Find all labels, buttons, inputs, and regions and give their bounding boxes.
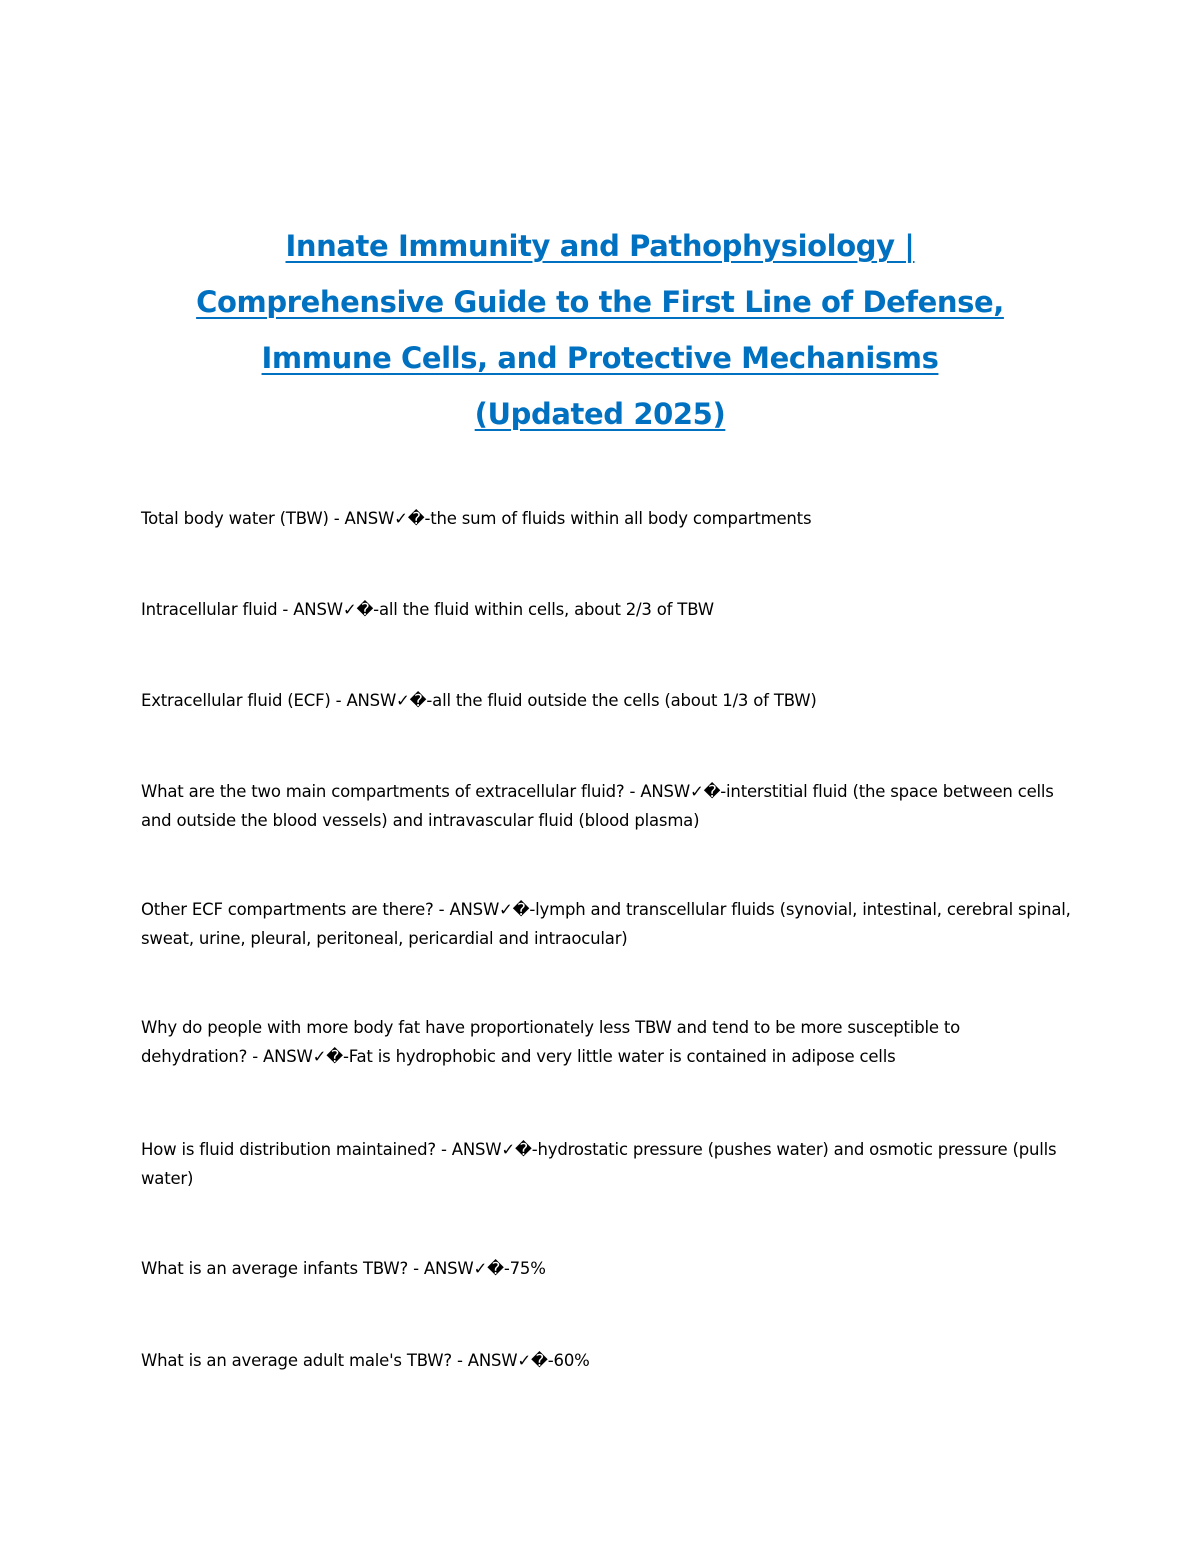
qa-question: Intracellular fluid -: [141, 600, 294, 619]
qa-answer: interstitial fluid (the space between cells and outside the blood vessels) and intravascular fluid (blood plasma): [141, 782, 1054, 830]
qa-answer: 75%: [509, 1259, 546, 1278]
qa-answer: the sum of fluids within all body compartments: [430, 509, 812, 528]
title-line: Comprehensive Guide to the First Line of Defense,: [196, 285, 1004, 319]
qa-answer-marker: ANSW✓�-: [263, 1047, 349, 1066]
qa-item: [141, 1135, 1071, 1193]
qa-answer: lymph and transcellular fluids (synovial, intestinal, cerebral spinal, sweat, urine, pleural, peritoneal, pericardial and intraocular): [141, 900, 1071, 948]
qa-item: [141, 895, 1071, 953]
qa-item: [141, 1254, 1071, 1283]
qa-question: Why do people with more body fat have proportionately less TBW and tend to be more susceptible to dehydration? -: [141, 1018, 961, 1066]
qa-question: Other ECF compartments are there? -: [141, 900, 450, 919]
qa-question: What are the two main compartments of extracellular fluid? -: [141, 782, 641, 801]
qa-question: What is an average adult male's TBW? -: [141, 1351, 468, 1370]
qa-answer: all the fluid within cells, about 2/3 of TBW: [378, 600, 714, 619]
qa-answer-marker: ANSW✓�-: [451, 1140, 538, 1159]
qa-answer: 60%: [553, 1351, 590, 1370]
qa-item: [141, 777, 1071, 835]
qa-answer-marker: ANSW✓�-: [640, 782, 727, 801]
qa-answer-marker: ANSW✓�-: [423, 1259, 510, 1278]
qa-item: [141, 1013, 1071, 1071]
qa-answer-marker: ANSW✓�-: [346, 691, 433, 710]
qa-item: [141, 504, 1071, 533]
title-line: Innate Immunity and Pathophysiology |: [285, 229, 915, 263]
qa-answer: all the fluid outside the cells (about 1/3 of TBW): [432, 691, 817, 710]
qa-answer: Fat is hydrophobic and very little water is contained in adipose cells: [348, 1047, 896, 1066]
qa-answer-marker: ANSW✓�-: [293, 600, 379, 619]
qa-answer-marker: ANSW✓�-: [449, 900, 536, 919]
qa-answer: hydrostatic pressure (pushes water) and osmotic pressure (pulls water): [141, 1140, 1057, 1188]
title-line: Immune Cells, and Protective Mechanisms: [261, 341, 939, 375]
qa-item: [141, 1346, 1071, 1375]
qa-question: How is fluid distribution maintained? -: [141, 1140, 452, 1159]
title-line: (Updated 2025): [474, 397, 726, 431]
qa-item: [141, 686, 1071, 715]
qa-question: Total body water (TBW) -: [141, 509, 345, 528]
qa-answer-marker: ANSW✓�-: [344, 509, 431, 528]
qa-item: [141, 595, 1071, 624]
qa-question: Extracellular fluid (ECF) -: [141, 691, 347, 710]
document-title: [100, 218, 1100, 442]
qa-question: What is an average infants TBW? -: [141, 1259, 424, 1278]
qa-answer-marker: ANSW✓�-: [467, 1351, 554, 1370]
